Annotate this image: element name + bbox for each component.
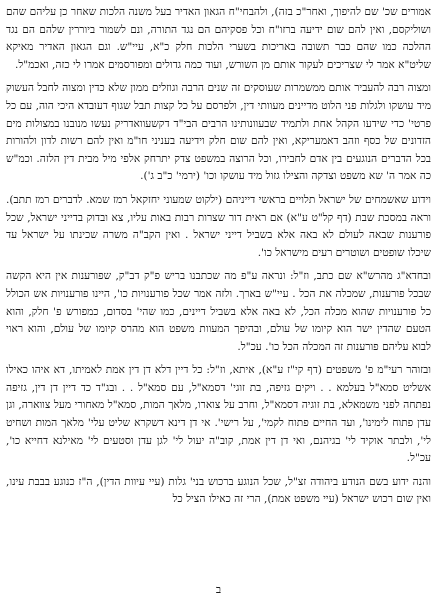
- paragraph-1: אמורים שכ' שם להיפוך, ואחר"כ בזה), ולהבחי"ח הגאון האדיר בעל משנה הלכות שאחר כן עליהם שהם ושוליקסם, ואין להם שום ידיעה ברזו"ח וכל פסקיהם הם נגד התורה, ונם לשמור ביוררין שלהם הם נגד ההלכה כמו שהם כבר תשובה באריכות בשערי הלכות חלק כ"א, עיי"ש. וגם הגאון האדיר מאיקא שליט"א אמר לי שצריכים לעקור אותם מן השורש, ועוד כמה גדולים ומפורסמים אמרו לי כזה, ואכמ"ל.: [6, 6, 431, 71]
- paragraph-4: ובחדא"ג מהרש"א שם כתב, וז"ל: ונראה ע"פ מה שכתבנו בריש פ"ק דב"ק, שפורענות אין היא הקשה שבכל פורענות, שמכלה את הכל . עיי"ש בארך. ולזה אמר שכל פורענויות כו', היינו פורענויות אש הכולל כל פורענויות שהוא מכלה הכל, לא באה אלא בשביל דיינים, כמו שהי' בסדום, כמפורש פ' חלק, והוא הטעם שהדין ישר הוא קיומו של עולם, ובהיפך המעוות משפט הוא מהרס קיומו של עולם, והוא ראוי לבוא עליהם פורענות זה המכלה הכל כו'. עכ"ל.: [6, 270, 431, 353]
- paragraph-3: וידוע שאשמחים של ישראל תלויים בראשי דייניהם (ילקוט שמעוני יחזקאל רמז שמא. לדברים רמז תתב). וראה במסכת שבת (דף קל"ט ע"א) אם ראית דור שצרות רבות באות עליו, צא ובדוק בדייני ישראל, שכל פורענות שבאה לעולם לא באה אלא בשביל דייני ישראל . ואין הקב"ה משרה שכינתו על ישראל עד שיכלו שופטים ושוטרים רעים מישראל כו'.: [6, 193, 431, 259]
- page-number: ב: [215, 583, 222, 596]
- paragraph-2: ומצוה רבה להעביר אותם ממשמרות שעוסקים זה שנים הרבה וגוזלים ממון שלא כדין ומצוה לחבל העשוק מיד עושקו ולגלות פני הלוט מדיינים מעוותי דין, ולפרסם על כל קצות תבל שגוף דעובדא היכי הוה, עם כל פרטי' כדי שידעו הקהל אחת ולתמיד שבעוונותינו הרבים הבי"ד דקשעוואדריק נעשו מנובנו במצולות מים הזדונים של כסף וזהב דאמעריקא, ואין להם שום חלק וידיעה בעניני חו"מ ואין להם רשות לדון ולהורות בכל הדברים הנוגעים בין אדם לחבירו, וכל הרוצה במשפט צדק יתרחק אלפי מיל מבית דין הלזה. וכמ"ש כה אמר ה' שא משפט וצדקה והצילו גזול מיד עושקו וכו' (ירמי' כ"ב ג').: [6, 82, 431, 183]
- paragraph-5: ובזוהר רעי"מ פ' משפטים (דף קי"ז ע"א), איתא, וז"ל: כל דיין דלא דן דין אמת לאמיתו, דא איהו כאילו אשליט סמא"ל בעלמא . . ויקים גזיפה, בת זוגי' דסמא"ל, עם סמא"ל . . ובג"ד כד דיין דן דין, גזיפה נפתחה לפני משמאלא, בת זוגיה דסמא"ל, וחרב על צוארו, מלאך המות, סמא"ל מאחורי מעל צווארה, וגן עדן פתוח לימינו', ועד החיים פתוח לקמי', על רישי'. אי דן דינא דשקרא שליט עלי' מלאך המות ושחיט לי', ולבתר אוקיד לי' בגיהנם, ואי דן דין אמת, קוב"ה יעול לי' לגן עדן וסטעים לי' מאילנא דחייא כו', עכ"ל.: [6, 364, 431, 465]
- paragraph-6: והנה ידוע בשם הנודע ביהודה זצ"ל, שכל הנוגע ברכוש בני' גלות (עיי עיוות הדין), ה"ז כנוגע בבבת עינו, ואין שום רכוש ישראל (עיי משפט אמת), הרי זה כאילו הציל כל: [6, 475, 431, 506]
